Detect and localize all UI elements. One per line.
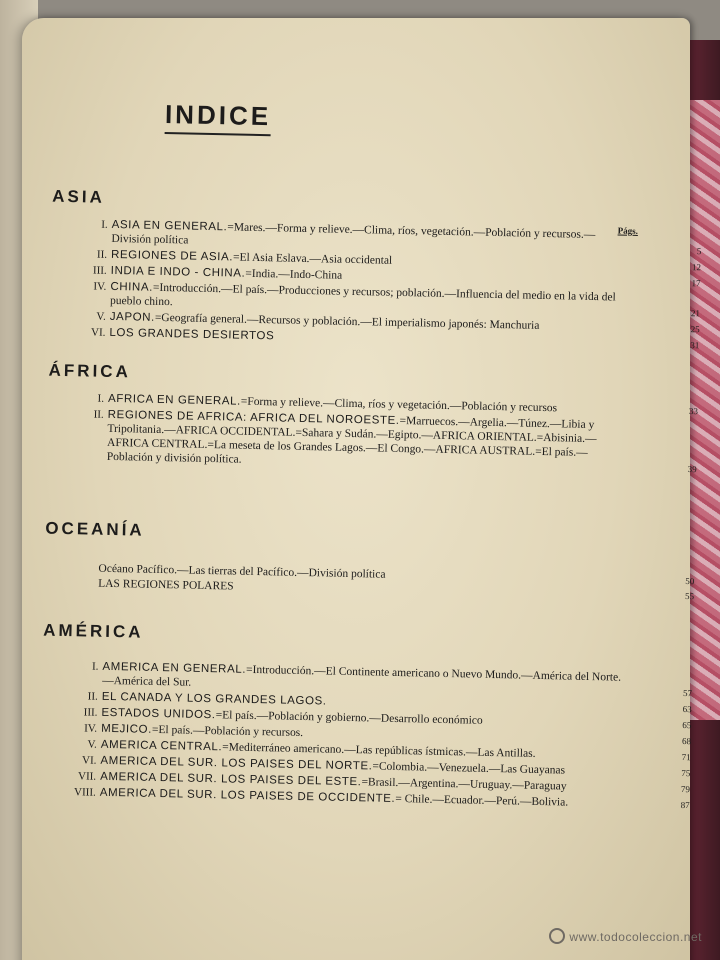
entry-text: = Chile.—Ecuador.—Perú.—Bolivia. xyxy=(395,792,569,809)
page-number: 55 xyxy=(684,591,695,602)
entry-text: =Introducción.—El Continente americano o Nuevo Mundo.—América del Norte.—América del Sur. xyxy=(102,663,622,689)
entry-number: VIII. xyxy=(73,786,96,799)
entry-number: II. xyxy=(96,248,108,261)
entry-text: =Introducción.—El país.—Producciones y recursos; población.—Influencia del medio en la vida del pueblo chino. xyxy=(109,281,616,309)
page-number: 39 xyxy=(687,464,697,475)
entry-number: IV. xyxy=(93,280,107,293)
entry-heading: AMERICA DEL SUR. LOS PAISES DE OCCIDENTE. xyxy=(99,786,396,805)
entry-heading: AMERICA DEL SUR. LOS PAISES DEL ESTE. xyxy=(100,770,362,789)
page-number: 21 xyxy=(690,308,701,319)
entry-heading: CHINA. xyxy=(110,280,154,294)
page-number: 50 xyxy=(685,576,695,587)
section-africa xyxy=(47,360,699,477)
entry-text: =El Asia Eslava.—Asia occidental xyxy=(232,251,393,267)
entry-text: =El país.—Población y gobierno.—Desarrollo económico xyxy=(215,709,483,727)
section-title: AMÉRICA xyxy=(42,620,144,642)
section-title: ASIA xyxy=(52,186,106,207)
page-number: 5 xyxy=(696,246,702,257)
entry-list xyxy=(40,659,693,811)
entry-number: IV. xyxy=(84,722,98,735)
entry-text: =Forma y relieve.—Clima, ríos y vegetación.—Población y recursos xyxy=(240,395,558,415)
entry-heading: REGIONES DE ASIA. xyxy=(110,248,234,264)
index-content xyxy=(2,18,702,960)
section-oceania xyxy=(44,518,695,603)
watermark xyxy=(549,928,702,944)
entry-number: II. xyxy=(87,690,98,703)
entry-text: =Colombia.—Venezuela.—Las Guayanas xyxy=(372,760,566,777)
page-number: 79 xyxy=(680,783,691,795)
entry-number: II. xyxy=(93,408,104,421)
section-america xyxy=(40,620,693,813)
entry-number: I. xyxy=(91,660,99,673)
entry-heading: REGIONES DE AFRICA: AFRICA DEL NOROESTE. xyxy=(107,408,400,427)
entry-heading: JAPON. xyxy=(109,310,156,324)
entry-heading: AMERICA CENTRAL. xyxy=(100,738,223,754)
section-title: ÁFRICA xyxy=(48,360,132,382)
entry-number: III. xyxy=(92,264,107,277)
watermark-logo-icon xyxy=(549,928,565,944)
section-asia xyxy=(49,186,702,353)
entry-text: =Marruecos.—Argelia.—Túnez.—Libia y Tripolitania.—AFRICA OCCIDENTAL.=Sahara y Sudán.—Egipto.—AFRICA ORIENTAL.=Abisinia.—AFRICA CENTRAL.=La meseta de los Grandes Lagos.—El Congo.—AFRICA AUSTRAL.=El país.—Población y división política. xyxy=(106,414,597,466)
entry-number: V. xyxy=(87,738,97,751)
page-number: 12 xyxy=(691,262,702,273)
page-number: 87 xyxy=(680,799,690,811)
pags-label: Págs. xyxy=(617,225,639,236)
plain-text: LAS REGIONES POLARES xyxy=(98,577,234,593)
entry-text: =El país.—Población y recursos. xyxy=(151,723,304,740)
entry-heading: ASIA EN GENERAL. xyxy=(111,218,228,234)
page-number: 75 xyxy=(681,767,691,779)
entry-text: =Mares.—Forma y relieve.—Clima, ríos, vegetación.—Población y recursos.—División política xyxy=(111,221,596,247)
watermark-text: www.todocoleccion.net xyxy=(569,930,702,944)
entry-heading: ESTADOS UNIDOS. xyxy=(101,706,216,722)
entry-text: =Brasil.—Argentina.—Uruguay.—Paraguay xyxy=(361,776,567,793)
entry-text: =Mediterráneo americano.—Las repúblicas ístmicas.—Las Antillas. xyxy=(222,741,536,760)
entry-number: III. xyxy=(83,706,98,719)
entry-list xyxy=(47,391,699,475)
entry-text: =Geografía general.—Recursos y población.—El imperialismo japonés: Manchuria xyxy=(154,311,540,332)
entry-number: VII. xyxy=(77,770,97,783)
entry-text: =India.—Indo-China xyxy=(245,267,343,282)
page-number: 25 xyxy=(690,324,700,335)
entry-number: V. xyxy=(96,310,106,323)
page-number: 71 xyxy=(681,751,691,763)
entry-heading: EL CANADA Y LOS GRANDES LAGOS. xyxy=(101,690,327,708)
entry-list xyxy=(49,217,702,351)
book-page xyxy=(22,18,702,960)
plain-text: Océano Pacífico.—Las tierras del Pacífico.—División política xyxy=(98,562,386,581)
entry-number: I. xyxy=(101,218,108,231)
page-number: 63 xyxy=(682,703,692,715)
entry-heading: MEJICO. xyxy=(101,722,153,736)
entry-number: I. xyxy=(97,392,105,405)
page-number: 68 xyxy=(681,735,692,747)
page-number: 17 xyxy=(691,278,701,289)
page-number: 57 xyxy=(682,687,693,699)
entry-heading: AFRICA EN GENERAL. xyxy=(107,392,241,408)
section-title: OCEANÍA xyxy=(45,518,145,540)
entry-number: VI. xyxy=(90,326,106,339)
page-title: INDICE xyxy=(165,99,272,136)
entry-heading: LOS GRANDES DESIERTOS xyxy=(109,326,275,343)
entry-heading: INDIA E INDO - CHINA. xyxy=(110,264,246,280)
page-number: 33 xyxy=(688,406,699,417)
entry-number: VI. xyxy=(81,754,97,767)
entry-heading: AMERICA EN GENERAL. xyxy=(102,660,247,676)
page-number: 65 xyxy=(682,719,692,731)
page-number: 31 xyxy=(690,340,700,351)
entry-heading: AMERICA DEL SUR. LOS PAISES DEL NORTE. xyxy=(100,754,373,773)
